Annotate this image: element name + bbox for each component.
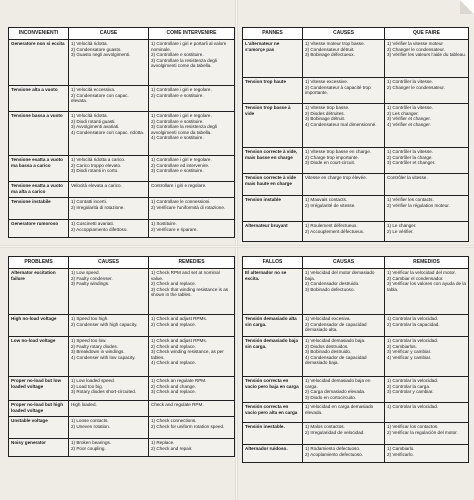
problem-cell: Proper no-load but low loaded voltage: [9, 377, 69, 401]
remedies-cell: 1) Cambiarlo. 2) Verificarlo.: [385, 445, 469, 463]
table-row: [9, 269, 235, 315]
causes-cell: 1) Velocità ridotta a carico. 2) Carico troppo elevato. 3) Diodi rotanti in corto.: [69, 156, 149, 182]
problem-cell: Tensione esatta a vuoto ma bassa a carico: [9, 156, 69, 182]
causes-cell: 1) Rodamiento defectuoso. 2) Acoplamiento defectuoso.: [303, 445, 385, 463]
problem-cell: Tensione bassa a vuoto: [9, 112, 69, 156]
causes-cell: 1) Loose contacts. 2) Uneven rotation.: [69, 417, 149, 439]
remedies-cell: 1) Replace. 2) Check and repair.: [149, 439, 235, 457]
remedies-cell: 1) Controllare i giri e portarli al valore nominale. 2) Controllare e sostituire. 3) Controllare la resistenza degli avvolgimenti come da tabella.: [149, 40, 235, 86]
table-row: [9, 439, 235, 457]
causes-cell: 1) Vitesse trop basse en charge. 2) Charge trop importante. 3) Diode en court-circuit.: [303, 148, 385, 174]
causes-cell: 1) Vitesse excessive. 2) Condensateur à capacité trop importante.: [303, 78, 385, 104]
remedies-cell: 1) Vérifier les contacts. 2) Vérifier la régulation moteur.: [385, 196, 469, 222]
problem-cell: Tensión demasiado alta sin carga.: [243, 315, 303, 337]
causes-cell: 1) Velocità ridotta. 2) Diodi rotanti guasti. 3) Avvolgimenti avariati. 4) Condensatore con capac. ridotta.: [69, 112, 149, 156]
table-row: [243, 104, 469, 148]
table-row: [9, 112, 235, 156]
problem-cell: Proper no-load but high loaded voltage: [9, 401, 69, 417]
table-row: [9, 377, 235, 401]
column-header-causes: CAUSES: [69, 257, 149, 269]
remedies-cell: 1) Le changer. 2) Le vérifier.: [385, 222, 469, 242]
troubleshooting-table-italian: [8, 27, 235, 238]
table-row: [243, 78, 469, 104]
table-row: [9, 156, 235, 182]
table-row: [243, 40, 469, 78]
table-header-row: [9, 28, 235, 40]
table-row: [243, 403, 469, 423]
problem-cell: Unstable voltage: [9, 417, 69, 439]
remedies-cell: 1) Controllare le connessioni. 2) Verificare l'uniformità di rotazione.: [149, 198, 235, 220]
causes-cell: 1) Roulement défectueux. 2) Accouplement défectueux.: [303, 222, 385, 242]
causes-cell: 1) Velocidad en carga demasiado elevada.: [303, 403, 385, 423]
table-row: [243, 377, 469, 403]
remedies-cell: Contrôler la vitesse.: [385, 174, 469, 196]
causes-cell: High loaded.: [69, 401, 149, 417]
table-row: [243, 337, 469, 377]
remedies-cell: 1) Check RPM and set at nominal value. 2) Check and replace. 3) Check that winding resistance is as shown in the tables.: [149, 269, 235, 315]
troubleshooting-table-english: [8, 256, 235, 457]
table-row: [9, 40, 235, 86]
problem-cell: Low no-load voltage: [9, 337, 69, 377]
problem-cell: Tension instable: [243, 196, 303, 222]
remedies-cell: 1) Contrôler la vitesse. 2) Les changer. 3) Vérifier et changer. 4) Vérifier et changer.: [385, 104, 469, 148]
problem-cell: Tensión demasiado baja sin carga.: [243, 337, 303, 377]
column-header-causes: CAUSAS: [303, 257, 385, 269]
column-header-remedies: COME INTERVENIRE: [149, 28, 235, 40]
causes-cell: 1) Velocidad demasiado baja. 2) Diodos destruidos. 3) Bobinado destruido. 4) Condensador de capacidad demasiado baja.: [303, 337, 385, 377]
causes-cell: Velocità elevata a carico.: [69, 182, 149, 198]
table-row: [9, 315, 235, 337]
causes-cell: 1) Speed too high. 2) Condenser with high capacity.: [69, 315, 149, 337]
causes-cell: 1) Vitesse trop basse. 2) Diodes détruites. 3) Bobinage détruit. 4) Condensateur mal dimensionné.: [303, 104, 385, 148]
table-row: [243, 423, 469, 445]
remedies-cell: 1) Controlar la velocidad. 2) Controlar la carga. 3) Controlar y cambiar.: [385, 377, 469, 403]
table-row: [243, 148, 469, 174]
table-row: [9, 417, 235, 439]
causes-cell: 1) Low loaded speed. 2) Load too big. 3) Rotary diodes short-circuited.: [69, 377, 149, 401]
problem-cell: Tensione alta a vuoto: [9, 86, 69, 112]
column-header-causes: CAUSES: [303, 28, 385, 40]
paper-fold-horizontal: [0, 245, 474, 248]
column-header-problem: PROBLEMS: [9, 257, 69, 269]
problem-cell: Tension trop basse à vide: [243, 104, 303, 148]
causes-cell: 1) Low speed. 2) Faulty condenser. 3) Faulty windings.: [69, 269, 149, 315]
remedies-cell: 1) Check connections. 2) Check for uniform rotation speed.: [149, 417, 235, 439]
problem-cell: Alternator excitation failure: [9, 269, 69, 315]
column-header-remedies: REMEDIOS: [385, 257, 469, 269]
problem-cell: Tension correcte à vide mais haute en charge: [243, 174, 303, 196]
remedies-cell: 1) Controlar la velocidad. 2) Cambiarlos. 3) Verificar y cambiar. 4) Verificar y cambiar.: [385, 337, 469, 377]
remedies-cell: 1) Verificar la velocidad del motor. 2) Cambiar el condensador. 3) Verificar los valores con ayuda de la tabla.: [385, 269, 469, 315]
troubleshooting-table-french: [242, 27, 469, 242]
causes-cell: 1) Malos contactos. 2) Irregularidad de velocidad.: [303, 423, 385, 445]
folded-corner: [460, 0, 474, 14]
problem-cell: Tensione instabile: [9, 198, 69, 220]
table-row: [243, 315, 469, 337]
column-header-causes: CAUSE: [69, 28, 149, 40]
table-header-row: [9, 257, 235, 269]
remedies-cell: 1) Vérifier la vitesse moteur 2) Changer le condensateur. 3) Vérifier les valeurs l'aide du tableau.: [385, 40, 469, 78]
causes-cell: 1) Vitesse moteur trop basse. 2) Condensateur détruit. 3) Bobinage défectueux.: [303, 40, 385, 78]
table-row: [9, 182, 235, 198]
remedies-cell: 1) Verificar los contactos. 2) Verificar la regulación del motor.: [385, 423, 469, 445]
table-header-row: [243, 28, 469, 40]
paper-fold-vertical: [235, 0, 238, 500]
remedies-cell: 1) Check and adjust RPMs. 2) Check and replace.: [149, 315, 235, 337]
remedies-cell: Controllare i giri e regolare.: [149, 182, 235, 198]
causes-cell: 1) Velocidad del motor demasiado baja. 2) Condensador destruido. 3) Bobinado defectuoso.: [303, 269, 385, 315]
problem-cell: Noisy generator: [9, 439, 69, 457]
table-row: [243, 445, 469, 463]
column-header-problem: INCONVENIENTI: [9, 28, 69, 40]
problem-cell: High no-load voltage: [9, 315, 69, 337]
remedies-cell: 1) Contrôler la vitesse. 2) Changer le condensateur.: [385, 78, 469, 104]
causes-cell: 1) Velocidad excesiva. 2) Condensador de capacidad demasiado alta.: [303, 315, 385, 337]
table-row: [243, 222, 469, 242]
causes-cell: 1) Velocità eccessiva. 2) Condensatore con capac. elevata.: [69, 86, 149, 112]
table-row: [243, 269, 469, 315]
problem-cell: L'alternateur ne s'amorçe pas: [243, 40, 303, 78]
causes-cell: 1) Speed too low. 2) Faulty rotary diodes. 3) Breakdown in windings. 4) Condenser with low capacity.: [69, 337, 149, 377]
remedies-cell: Check and regulate RPM.: [149, 401, 235, 417]
problem-cell: Tension trop haute: [243, 78, 303, 104]
causes-cell: 1) Velocidad demasiado baja en carga. 2) Carga demasiado elevada. 3) Diodo en cortocircuito.: [303, 377, 385, 403]
remedies-cell: 1) Controlar la velocidad.: [385, 403, 469, 423]
problem-cell: Generatore rumoroso: [9, 220, 69, 238]
remedies-cell: 1) Controllare i giri e regolare. 2) Controllare ed intervenire. 3) Controllare e sostituire.: [149, 156, 235, 182]
problem-cell: Tensione esatta a vuoto ma alta a carico: [9, 182, 69, 198]
column-header-remedies: REMEDIES: [149, 257, 235, 269]
table-row: [9, 220, 235, 238]
column-header-problem: PANNES: [243, 28, 303, 40]
remedies-cell: 1) Controlar la velocidad. 2) Controlar la capacidad.: [385, 315, 469, 337]
remedies-cell: 1) Check an regulate RPM. 2) Check and change. 3) Check and replace.: [149, 377, 235, 401]
problem-cell: Tensión correcta en vacío pero alta en carga: [243, 403, 303, 423]
causes-cell: 1) Broken bearings. 2) Poor coupling.: [69, 439, 149, 457]
causes-cell: 1) Mauvais contacts. 2) Irrégularité de vitesse.: [303, 196, 385, 222]
problem-cell: El alternador no se excita.: [243, 269, 303, 315]
causes-cell: Vitesse en charge trop élevée.: [303, 174, 385, 196]
table-row: [9, 198, 235, 220]
problem-cell: Generatore non si eccita: [9, 40, 69, 86]
column-header-remedies: QUE FAIRE: [385, 28, 469, 40]
problem-cell: Tension correcte à vide, mais basse en charge: [243, 148, 303, 174]
problem-cell: Tensión correcta en vacío pero baja en carga: [243, 377, 303, 403]
causes-cell: 1) Cuscinetti avariati. 2) Accoppiamento difettoso.: [69, 220, 149, 238]
table-row: [9, 401, 235, 417]
table-header-row: [243, 257, 469, 269]
table-row: [9, 337, 235, 377]
troubleshooting-table-spanish: [242, 256, 469, 463]
remedies-cell: 1) Contrôler la vitesse. 2) Contrôler la charge. 3) Contrôler et changer.: [385, 148, 469, 174]
table-row: [9, 86, 235, 112]
remedies-cell: 1) Controllare i giri e regolare. 2) Controllare e sostituire.: [149, 86, 235, 112]
remedies-cell: 1) Sostituire. 2) Verificare e riparare.: [149, 220, 235, 238]
remedies-cell: 1) Check and adjust RPMs. 2) Check and replace. 3) Check winding resistance, as per tables. 4) Check and replace.: [149, 337, 235, 377]
table-row: [243, 196, 469, 222]
problem-cell: Tensión inestable.: [243, 423, 303, 445]
problem-cell: Alternador ruidoso.: [243, 445, 303, 463]
causes-cell: 1) Velocità ridotta. 2) Condensatore guasto. 3) Guasto negli avvolgimenti.: [69, 40, 149, 86]
column-header-problem: FALLOS: [243, 257, 303, 269]
table-row: [243, 174, 469, 196]
causes-cell: 1) Contatti incerti. 2) Irregolarità di rotazione.: [69, 198, 149, 220]
remedies-cell: 1) Controllare i giri e regolare. 2) Controllare e sostituire. 3) Controllare la resistenza degli avvolgimenti come da tabella. 4) Controllare e sostituire.: [149, 112, 235, 156]
problem-cell: Alternateur bruyant: [243, 222, 303, 242]
